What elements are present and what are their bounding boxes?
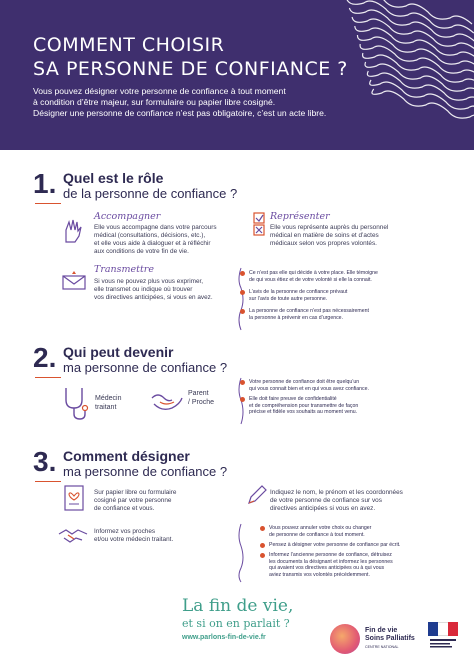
footer-slogan-main: La fin de vie, [182, 596, 294, 616]
section1-accent-line [35, 203, 61, 204]
item-line: Informez vos proches [94, 528, 156, 535]
item-line: Sur papier libre ou formulaire [94, 489, 177, 496]
government-text-lines-icon [428, 638, 458, 650]
hand-icon [62, 218, 84, 244]
section3-accent-line [35, 481, 61, 482]
wave-line [363, 53, 474, 87]
note-bullet [260, 526, 265, 531]
section2-subtitle: ma personne de confiance ? [63, 360, 228, 375]
note-bullet [240, 271, 245, 276]
note-line: Votre personne de confiance doit être quelqu’un [249, 379, 360, 385]
item-line: cosigné par votre personne [94, 497, 172, 504]
section1-note-1 [249, 270, 378, 283]
note-line: Elle doit faire preuve de confidentialité [249, 396, 337, 402]
note-bullet [240, 309, 245, 314]
note-line: L’avis de la personne de confiance prévaut [249, 289, 348, 295]
footer-slogan-sub: et si on en parlait ? [182, 617, 290, 630]
accompagner-line: et elle vous aide à dialoguer et à réfléchir [94, 240, 211, 247]
title-line-2: SA PERSONNE DE CONFIANCE ? [33, 58, 348, 80]
section3-item2-text [270, 489, 403, 513]
representer-line: médicaux selon vos propres volontés. [270, 240, 377, 247]
representer-line: médical en matière de soins et d’actes [270, 232, 379, 239]
parent-proche-label [188, 389, 214, 407]
government-logo [428, 622, 458, 652]
section2-note-1 [249, 379, 369, 392]
section2-title: Qui peut devenir [63, 344, 174, 360]
envelope-icon [62, 270, 86, 290]
representer-text [270, 224, 388, 248]
section3-note-2 [269, 542, 401, 549]
logo-line: Fin de vie [365, 627, 398, 634]
label-line: traitant [95, 404, 117, 411]
page-title [33, 33, 348, 81]
accompagner-text [94, 224, 217, 256]
intro-line-3: Désigner une personne de confiance n’est pas obligatoire, c’est un acte libre. [33, 108, 327, 118]
note-line: Vous pouvez annuler votre choix ou changer [269, 525, 372, 531]
note-bullet [260, 553, 265, 558]
item-line: de confiance et vous. [94, 505, 155, 512]
label-line: / Proche [188, 399, 215, 406]
footer-website-link[interactable]: www.parlons-fin-de-vie.fr [182, 634, 266, 641]
section2-number: 2. [33, 342, 57, 373]
note-line: sur l’avis de toute autre personne. [249, 295, 328, 302]
note-line: Informez l’ancienne personne de confiance, détruisez [269, 552, 392, 558]
section1-title: Quel est le rôle [63, 170, 164, 186]
note-line: Ce n’est pas elle qui décide à votre place. Elle témoigne [249, 270, 378, 276]
section3-item1-text [94, 489, 176, 513]
label-line: Parent [188, 390, 209, 397]
cnsp-logo-subtitle: CENTRE NATIONAL [365, 645, 399, 649]
note-line: précise et fidèle vos souhaits au moment venu. [249, 409, 358, 416]
note-line: et de compréhension pour transmettre de façon [249, 402, 359, 409]
note-line: qui vous connait bien et en qui vous avez confiance. [249, 385, 369, 392]
stethoscope-icon [60, 386, 90, 422]
note-bullet [260, 543, 265, 548]
handshake-icon [58, 526, 88, 546]
intro-line-2: à condition d’être majeur, sur formulaire ou papier libre cosigné. [33, 97, 276, 107]
checklist-icon [253, 212, 271, 236]
note-line: la personne à prévenir en cas d’urgence. [249, 314, 344, 321]
item-line: et/ou votre médecin traitant. [94, 536, 174, 543]
transmettre-line: vos directives anticipées, si vous en avez. [94, 294, 213, 301]
section3-note-1 [269, 525, 371, 538]
representer-title: Représenter [270, 211, 330, 222]
transmettre-text [94, 278, 213, 302]
section1-note-3 [249, 308, 369, 321]
item-line: directives anticipées si vous en avez. [270, 505, 376, 512]
title-line-1: COMMENT CHOISIR [33, 34, 225, 56]
french-flag-icon [428, 622, 458, 636]
section2-note-2 [249, 396, 358, 416]
medecin-traitant-label [95, 394, 121, 412]
item-line: de votre personne de confiance sur vos [270, 497, 382, 504]
note-line: Pensez à désigner votre personne de confiance par écrit. [269, 542, 401, 548]
section2-accent-line [35, 377, 61, 378]
note-line: qui avaient vos directives anticipées ou à qui vous [269, 565, 385, 572]
note-line: aviez transmis vos volontés précédemment. [269, 571, 370, 578]
cnsp-logo-icon [330, 624, 360, 654]
logo-line: Soins Palliatifs [365, 635, 415, 642]
note-connector-line [236, 522, 246, 584]
transmettre-title: Transmettre [94, 264, 154, 275]
header-banner [0, 0, 474, 150]
representer-line: Elle vous représente auprès du personnel [270, 224, 389, 231]
transmettre-line: Si vous ne pouvez plus vous exprimer, [94, 278, 204, 285]
transmettre-line: elle transmet ou indique où trouver [94, 286, 193, 293]
section3-item3-text [94, 528, 173, 544]
note-bullet [240, 397, 245, 402]
item-line: Indiquez le nom, le prénom et les coordonnées [270, 489, 403, 496]
section3-subtitle: ma personne de confiance ? [63, 464, 228, 479]
accompagner-line: Elle vous accompagne dans votre parcours [94, 224, 217, 231]
pen-icon [246, 484, 268, 506]
accompagner-title: Accompagner [94, 211, 161, 222]
note-bullet [240, 380, 245, 385]
section3-note-3 [269, 552, 393, 578]
cnsp-logo-text [365, 627, 415, 643]
section1-number: 1. [33, 168, 57, 199]
wave-line [360, 44, 474, 78]
label-line: Médecin [95, 395, 122, 402]
note-line: de qui vous étiez et de votre volonté si elle la connait. [249, 276, 372, 283]
intro-text [33, 86, 453, 119]
accompagner-line: médical (consultations, décisions, etc.), [94, 232, 206, 239]
section1-note-2 [249, 289, 347, 302]
section3-title: Comment désigner [63, 448, 190, 464]
section1-subtitle: de la personne de confiance ? [63, 186, 238, 201]
document-heart-icon [63, 484, 85, 512]
intro-line-1: Vous pouvez désigner votre personne de confiance à tout moment [33, 86, 286, 96]
note-line: les documents la désignant et informez les personnes [269, 558, 393, 565]
note-bullet [240, 290, 245, 295]
accompagner-line: aux conditions de votre fin de vie. [94, 248, 189, 255]
hug-icon [150, 390, 184, 416]
section3-number: 3. [33, 446, 57, 477]
note-line: de personne de confiance à tout moment. [269, 531, 365, 538]
note-line: La personne de confiance n’est pas nécessairement [249, 308, 369, 314]
